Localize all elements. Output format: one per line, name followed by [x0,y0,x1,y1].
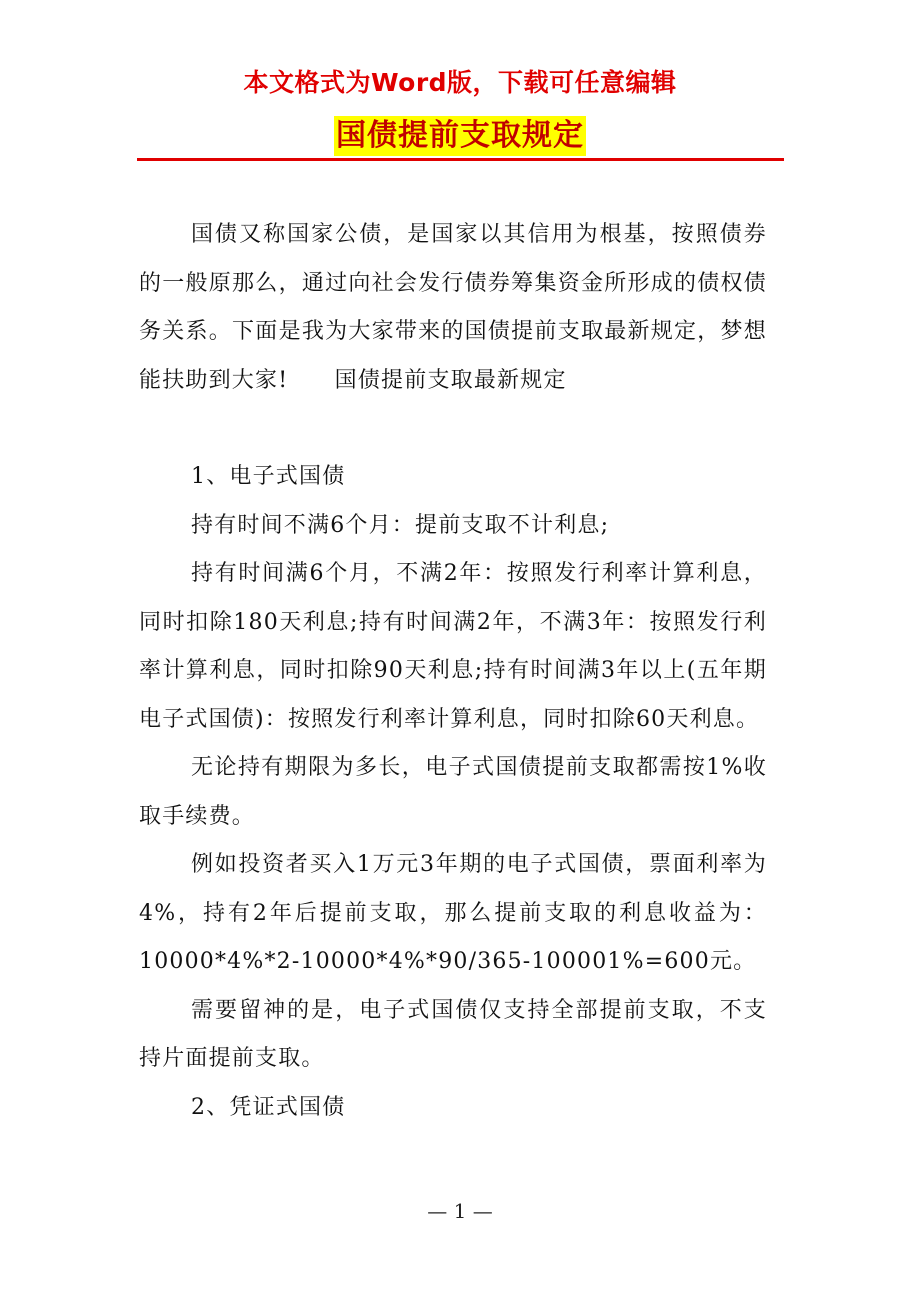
document-title: 国债提前支取规定 [334,116,586,156]
section-heading-certificate-bonds: 2、凭证式国债 [191,1094,346,1120]
paragraph-example: 例如投资者买入1万元3年期的电子式国债，票面利率为4%，持有2年后提前支取，那么提前支取的利息收益为：10000*4%*2-10000*4%*90/365-100001%=600元。 [139,852,767,974]
paragraph-under-6-months: 持有时间不满6个月：提前支取不计利息; [191,512,610,538]
paragraph-handling-fee: 无论持有期限为多长，电子式国债提前支取都需按1%收取手续费。 [139,755,767,829]
page-number: — 1 — [427,1199,493,1223]
paragraph-holding-periods: 持有时间满6个月，不满2年：按照发行利率计算利息，同时扣除180天利息;持有时间满2年，不满3年：按照发行利率计算利息，同时扣除90天利息;持有时间满3年以上(五年期电子式国债)：按照发行利率计算利息，同时扣除60天利息。 [139,561,767,732]
paragraph-note: 需要留神的是，电子式国债仅支持全部提前支取，不支持片面提前支取。 [139,997,767,1071]
intro-paragraph: 国债又称国家公债，是国家以其信用为根基，按照债券的一般原那么，通过向社会发行债券筹集资金所形成的债权债务关系。下面是我为大家带来的国债提前支取最新规定，梦想能扶助到大家! 国债提前支取最新规定 [139,222,767,393]
title-container [0,116,920,156]
document-body [139,211,767,1132]
download-banner: 本文格式为Word版，下载可任意编辑 [243,68,677,97]
section-heading-electronic-bonds: 1、电子式国债 [191,464,346,489]
title-divider [137,158,784,161]
